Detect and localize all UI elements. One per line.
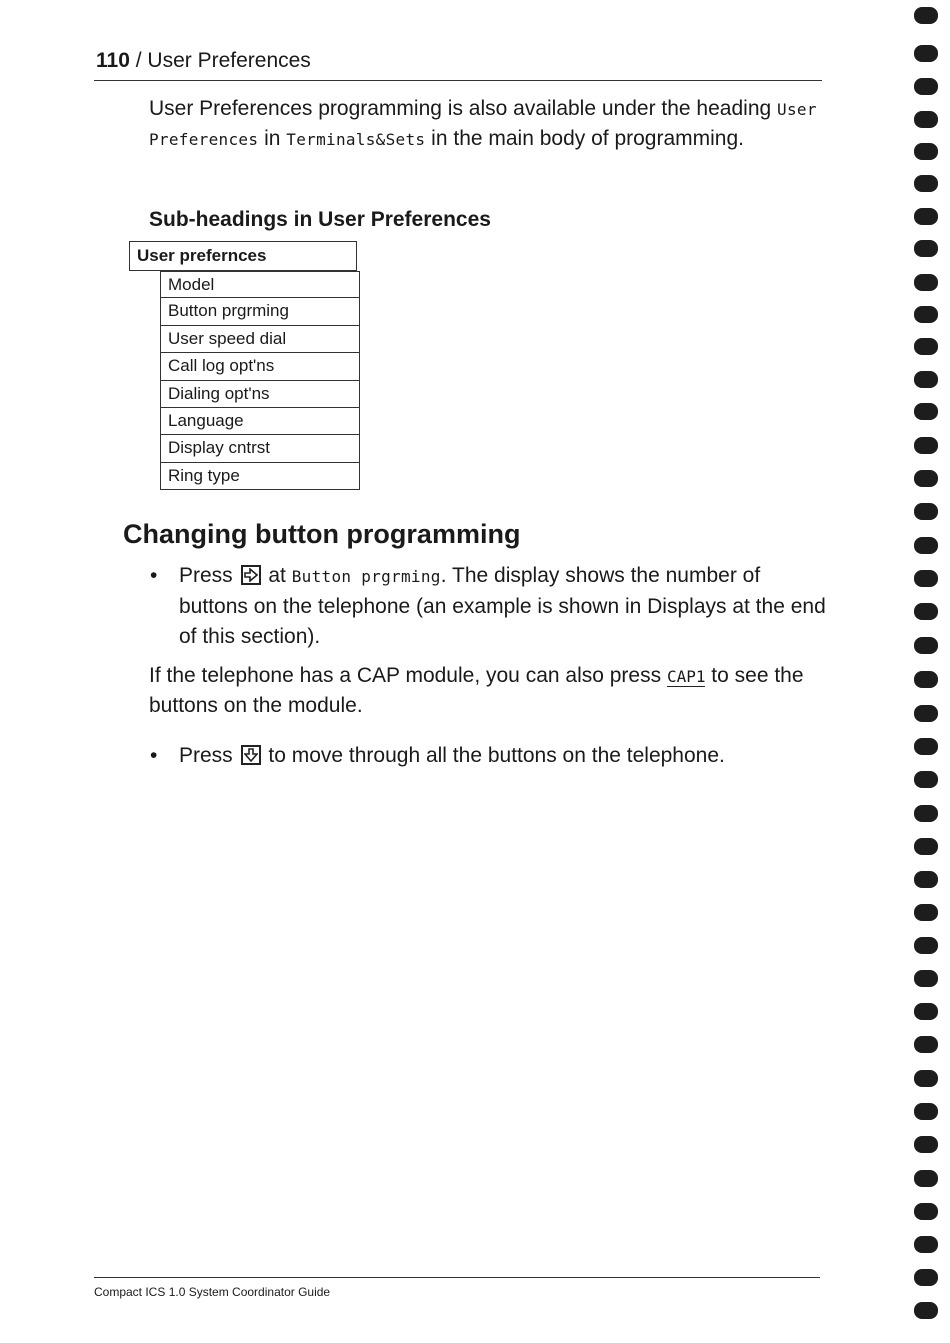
binding-ring xyxy=(914,738,938,755)
binding-ring xyxy=(914,111,938,128)
menu-item: Button prgrming xyxy=(160,298,360,325)
para-text: If the telephone has a CAP module, you can also press xyxy=(149,664,667,687)
binding-ring xyxy=(914,1003,938,1020)
bullet-marker: • xyxy=(150,744,158,767)
binding-ring xyxy=(914,805,938,822)
intro-paragraph xyxy=(149,94,829,154)
intro-text: in the main body of programming. xyxy=(425,127,745,150)
bullet-1-text xyxy=(179,561,829,652)
spiral-binding xyxy=(908,0,950,1343)
binding-ring xyxy=(914,7,938,24)
cap-paragraph xyxy=(149,661,829,720)
binding-ring xyxy=(914,306,938,323)
bullet-text: . The display shows the number of buttons on the telephone (an example is shown in Displays at the end of this section). xyxy=(179,564,826,648)
binding-ring xyxy=(914,274,938,291)
binding-ring xyxy=(914,705,938,722)
subheading: Sub-headings in User Preferences xyxy=(149,208,491,231)
binding-ring xyxy=(914,537,938,554)
menu-header: User prefernces xyxy=(129,241,357,271)
para-text: to see the buttons on the module. xyxy=(149,664,804,717)
binding-ring xyxy=(914,470,938,487)
forward-arrow-key-icon xyxy=(241,565,261,585)
header-rule xyxy=(94,80,822,81)
binding-ring xyxy=(914,838,938,855)
binding-ring xyxy=(914,1236,938,1253)
binding-ring xyxy=(914,1036,938,1053)
binding-ring xyxy=(914,1103,938,1120)
header-section: User Preferences xyxy=(147,49,311,72)
bullet-marker: • xyxy=(150,564,158,587)
binding-ring xyxy=(914,437,938,454)
binding-ring xyxy=(914,570,938,587)
bullet-2-text xyxy=(179,741,829,771)
binding-ring xyxy=(914,970,938,987)
bullet-text: to move through all the buttons on the telephone. xyxy=(262,744,725,767)
display-term: User Preferences xyxy=(149,100,817,149)
header-separator: / xyxy=(129,49,148,72)
bullet-text: at xyxy=(262,564,292,587)
binding-ring xyxy=(914,904,938,921)
intro-text: in xyxy=(258,127,287,150)
binding-ring xyxy=(914,45,938,62)
menu-item: Call log opt'ns xyxy=(160,353,360,380)
binding-ring xyxy=(914,1170,938,1187)
binding-ring xyxy=(914,771,938,788)
binding-ring xyxy=(914,503,938,520)
binding-ring xyxy=(914,671,938,688)
intro-text: User Preferences programming is also available under the heading xyxy=(149,97,778,120)
binding-ring xyxy=(914,240,938,257)
page-header xyxy=(96,49,311,73)
binding-ring xyxy=(914,175,938,192)
menu-items xyxy=(160,271,360,490)
binding-ring xyxy=(914,637,938,654)
binding-ring xyxy=(914,937,938,954)
footer-rule xyxy=(94,1277,820,1278)
binding-ring xyxy=(914,1070,938,1087)
binding-ring xyxy=(914,143,938,160)
binding-ring xyxy=(914,338,938,355)
menu-item: Ring type xyxy=(160,463,360,490)
footer-text: Compact ICS 1.0 System Coordinator Guide xyxy=(94,1285,331,1299)
section-title: Changing button programming xyxy=(123,519,521,549)
binding-ring xyxy=(914,1136,938,1153)
binding-ring xyxy=(914,403,938,420)
display-term: Button prgrming xyxy=(291,567,441,586)
page-number: 110 xyxy=(96,49,130,72)
binding-ring xyxy=(914,1203,938,1220)
binding-ring xyxy=(914,603,938,620)
binding-ring xyxy=(914,1302,938,1319)
menu-item: User speed dial xyxy=(160,326,360,353)
menu-item: Model xyxy=(160,271,360,298)
press-label: Press xyxy=(179,744,233,767)
binding-ring xyxy=(914,871,938,888)
cap1-softkey: CAP1 xyxy=(666,667,706,686)
binding-ring xyxy=(914,208,938,225)
menu-item: Dialing opt'ns xyxy=(160,381,360,408)
down-arrow-key-icon xyxy=(241,745,261,765)
menu-item: Display cntrst xyxy=(160,435,360,462)
display-term: Terminals&Sets xyxy=(286,130,426,149)
press-label: Press xyxy=(179,564,233,587)
binding-ring xyxy=(914,371,938,388)
binding-ring xyxy=(914,78,938,95)
binding-ring xyxy=(914,1269,938,1286)
menu-item: Language xyxy=(160,408,360,435)
